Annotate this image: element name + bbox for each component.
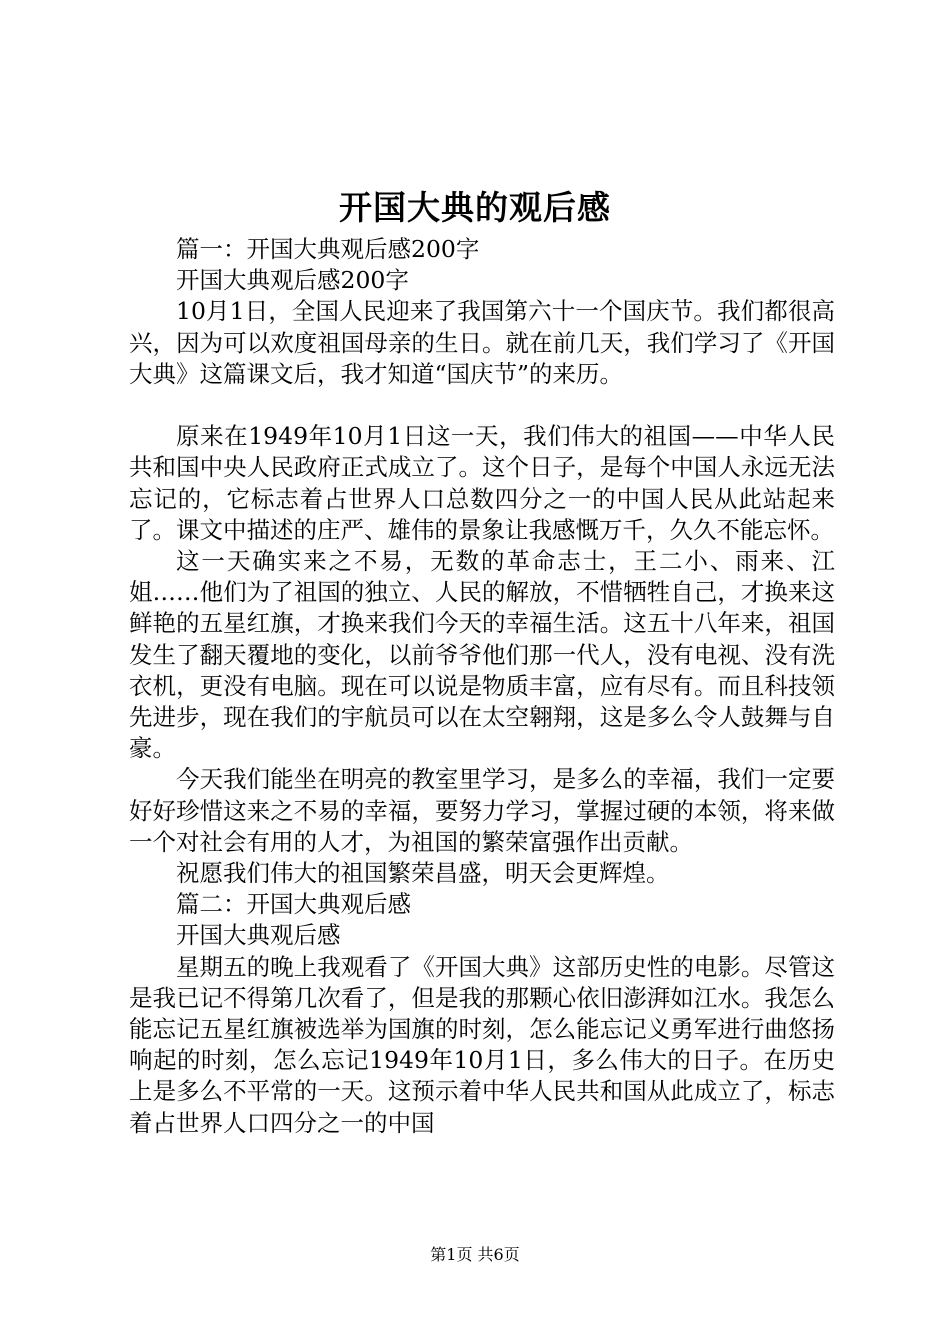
page-title: 开国大典的观后感 bbox=[339, 188, 611, 227]
paragraph-spacer bbox=[129, 390, 835, 421]
page-number-footer: 第1页 共6页 bbox=[430, 1245, 520, 1264]
paragraph: 今天我们能坐在明亮的教室里学习，是多么的幸福，我们一定要好好珍惜这来之不易的幸福，要努力学习，掌握过硬的本领，将来做一个对社会有用的人才，为祖国的繁荣富强作出贡献。 bbox=[129, 765, 835, 856]
paragraph-heading-2: 篇二：开国大典观后感 bbox=[176, 890, 411, 919]
paragraph: 10月1日，全国人民迎来了我国第六十一个国庆节。我们都很高兴，因为可以欢度祖国母亲的生日。就在前几天，我们学习了《开国大典》这篇课文后，我才知道“国庆节”的来历。 bbox=[129, 297, 835, 388]
paragraph: 星期五的晚上我观看了《开国大典》这部历史性的电影。尽管这是我已记不得第几次看了，但是我的那颗心依旧澎湃如江水。我怎么能忘记五星红旗被选举为国旗的时刻，怎么能忘记义勇军进行曲悠扬响起的时刻，怎么忘记1949年10月1日，多么伟大的日子。在历史上是多么不平常的一天。这预示着中华人民共和国从此成立了，标志着占世界人口四分之一的中国 bbox=[129, 952, 835, 1137]
paragraph: 这一天确实来之不易，无数的革命志士，王二小、雨来、江姐……他们为了祖国的独立、人民的解放，不惜牺牲自己，才换来这鲜艳的五星红旗，才换来我们今天的幸福生活。这五十八年来，祖国发生了翻天覆地的变化，以前爷爷他们那一代人，没有电视、没有洗衣机，更没有电脑。现在可以说是物质丰富，应有尽有。而且科技领先进步，现在我们的宇航员可以在太空翱翔，这是多么令人鼓舞与自豪。 bbox=[129, 547, 835, 763]
paragraph-subheading-2: 开国大典观后感 bbox=[176, 921, 341, 950]
document-body bbox=[129, 234, 835, 1139]
paragraph: 祝愿我们伟大的祖国繁荣昌盛，明天会更辉煌。 bbox=[176, 859, 670, 888]
paragraph: 原来在1949年10月1日这一天，我们伟大的祖国——中华人民共和国中央人民政府正式成立了。这个日子，是每个中国人永远无法忘记的，它标志着占世界人口总数四分之一的中国人民从此站起来了。课文中描述的庄严、雄伟的景象让我感慨万千，久久不能忘怀。 bbox=[129, 422, 835, 544]
paragraph-heading-1: 篇一：开国大典观后感200字 bbox=[176, 235, 480, 263]
paragraph-subheading-1: 开国大典观后感200字 bbox=[176, 266, 409, 295]
